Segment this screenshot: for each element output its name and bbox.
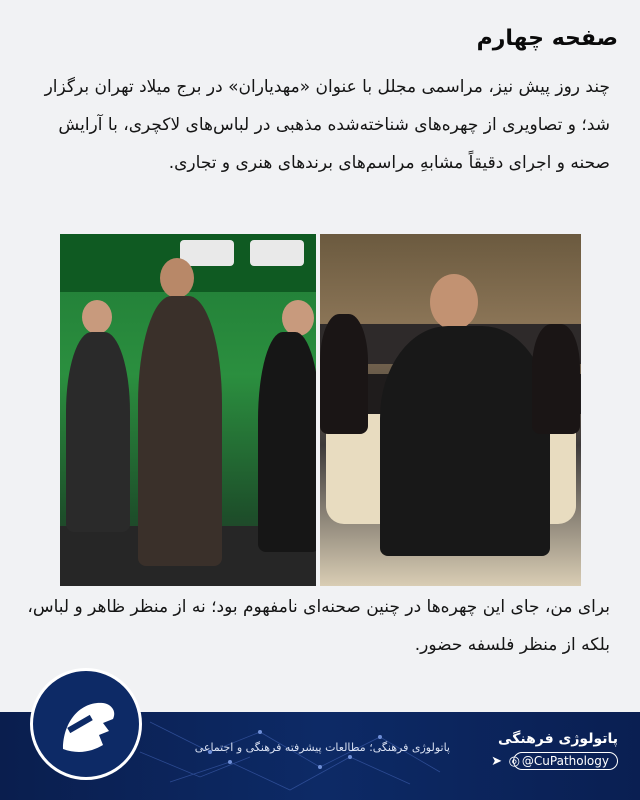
audience-photo (320, 234, 581, 586)
telegram-icon: ➤ (491, 754, 502, 769)
social-handle: @CuPathology (513, 752, 618, 770)
page-title: صفحه چهارم (476, 26, 618, 51)
stage-photo (60, 234, 316, 586)
logo-mark-icon (30, 668, 142, 780)
instagram-icon: ◎ (508, 754, 520, 769)
brand-title: پاتولوژی فرهنگی (498, 731, 618, 747)
body-paragraph-1: چند روز پیش نیز، مراسمی مجلل با عنوان «مهدیاران» در برج میلاد تهران برگزار شد؛ و تصاویری از چهره‌های شناخته‌شده مذهبی در لباس‌های لاکچری، با آرایش صحنه و اجرای دقیقاً مشابهِ مراسم‌های برندهای هنری و تجاری. (44, 77, 610, 173)
brand-subtitle: پاتولوژی فرهنگی؛ مطالعات پیشرفته فرهنگی و اجتماعی (194, 741, 450, 754)
body-paragraph-2: برای من، جای این چهره‌ها در چنین صحنه‌ای نامفهوم بود؛ نه از منظر ظاهر و لباس، بلکه از منظر فلسفه حضور. (27, 597, 610, 655)
